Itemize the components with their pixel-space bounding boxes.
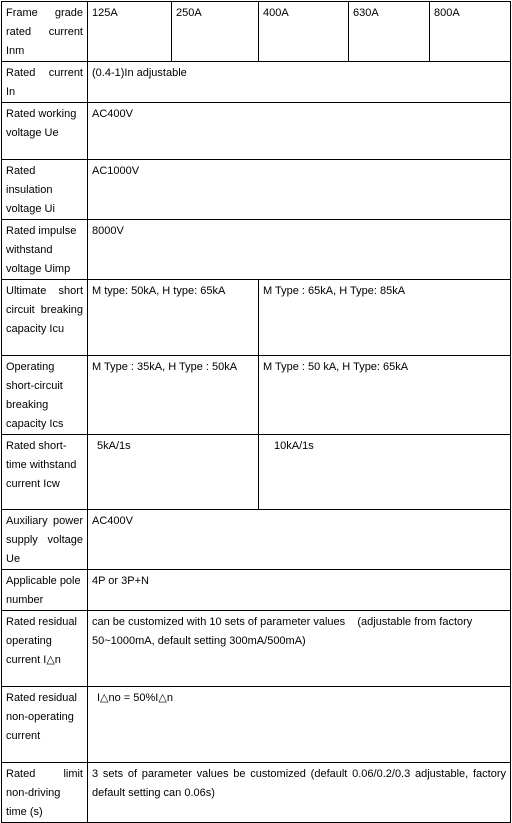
row-label-operating-breaking: Operating short-circuit breaking capacity Ics bbox=[2, 356, 88, 435]
table-row bbox=[2, 570, 511, 611]
table-row bbox=[2, 103, 511, 160]
table-row bbox=[2, 356, 511, 435]
table-row bbox=[2, 220, 511, 280]
table-row bbox=[2, 280, 511, 356]
impulse-voltage-value: 8000V bbox=[88, 220, 511, 280]
frame-grade-value: 800A bbox=[430, 2, 511, 62]
table-row bbox=[2, 611, 511, 687]
table-row bbox=[2, 435, 511, 510]
aux-voltage-value: AC400V bbox=[88, 510, 511, 570]
frame-grade-value: 630A bbox=[349, 2, 430, 62]
row-label-ultimate-breaking: Ultimate short circuit breaking capacity Icu bbox=[2, 280, 88, 356]
row-label-short-time: Rated short-time withstand current Icw bbox=[2, 435, 88, 510]
row-label-pole-number: Applicable pole number bbox=[2, 570, 88, 611]
residual-operating-value: can be customized with 10 sets of parameter values (adjustable from factory 50~1000mA, default setting 300mA/500mA) bbox=[88, 611, 511, 687]
row-label-frame-grade: Frame grade rated current Inm bbox=[2, 2, 88, 62]
table-row bbox=[2, 62, 511, 103]
short-time-value: 5kA/1s bbox=[88, 435, 259, 510]
row-label-working-voltage: Rated working voltage Ue bbox=[2, 103, 88, 160]
spec-table bbox=[1, 1, 511, 823]
table-row bbox=[2, 510, 511, 570]
ultimate-breaking-value: M Type : 65kA, H Type: 85kA bbox=[259, 280, 511, 356]
operating-breaking-value: M Type : 35kA, H Type : 50kA bbox=[88, 356, 259, 435]
pole-number-value: 4P or 3P+N bbox=[88, 570, 511, 611]
frame-grade-value: 400A bbox=[259, 2, 349, 62]
frame-grade-value: 125A bbox=[88, 2, 172, 62]
limit-non-driving-value: 3 sets of parameter values be customized (default 0.06/0.2/0.3 adjustable, factory default setting can 0.06s) bbox=[88, 763, 511, 823]
row-label-impulse-voltage: Rated impulse withstand voltage Uimp bbox=[2, 220, 88, 280]
ultimate-breaking-value: M type: 50kA, H type: 65kA bbox=[88, 280, 259, 356]
operating-breaking-value: M Type : 50 kA, H Type: 65kA bbox=[259, 356, 511, 435]
row-label-rated-current: Rated current In bbox=[2, 62, 88, 103]
row-label-limit-non-driving: Rated limit non-driving time (s) bbox=[2, 763, 88, 823]
short-time-value: 10kA/1s bbox=[259, 435, 511, 510]
rated-current-value: (0.4-1)In adjustable bbox=[88, 62, 511, 103]
working-voltage-value: AC400V bbox=[88, 103, 511, 160]
row-label-residual-operating: Rated residual operating current I△n bbox=[2, 611, 88, 687]
row-label-aux-voltage: Auxiliary power supply voltage Ue bbox=[2, 510, 88, 570]
table-row bbox=[2, 763, 511, 823]
row-label-residual-non-operating: Rated residual non-operating current bbox=[2, 687, 88, 763]
frame-grade-value: 250A bbox=[172, 2, 259, 62]
residual-non-operating-value: I△no = 50%I△n bbox=[88, 687, 511, 763]
insulation-voltage-value: AC1000V bbox=[88, 160, 511, 220]
table-row bbox=[2, 687, 511, 763]
table-row bbox=[2, 160, 511, 220]
table-row bbox=[2, 2, 511, 62]
row-label-insulation-voltage: Rated insulation voltage Ui bbox=[2, 160, 88, 220]
